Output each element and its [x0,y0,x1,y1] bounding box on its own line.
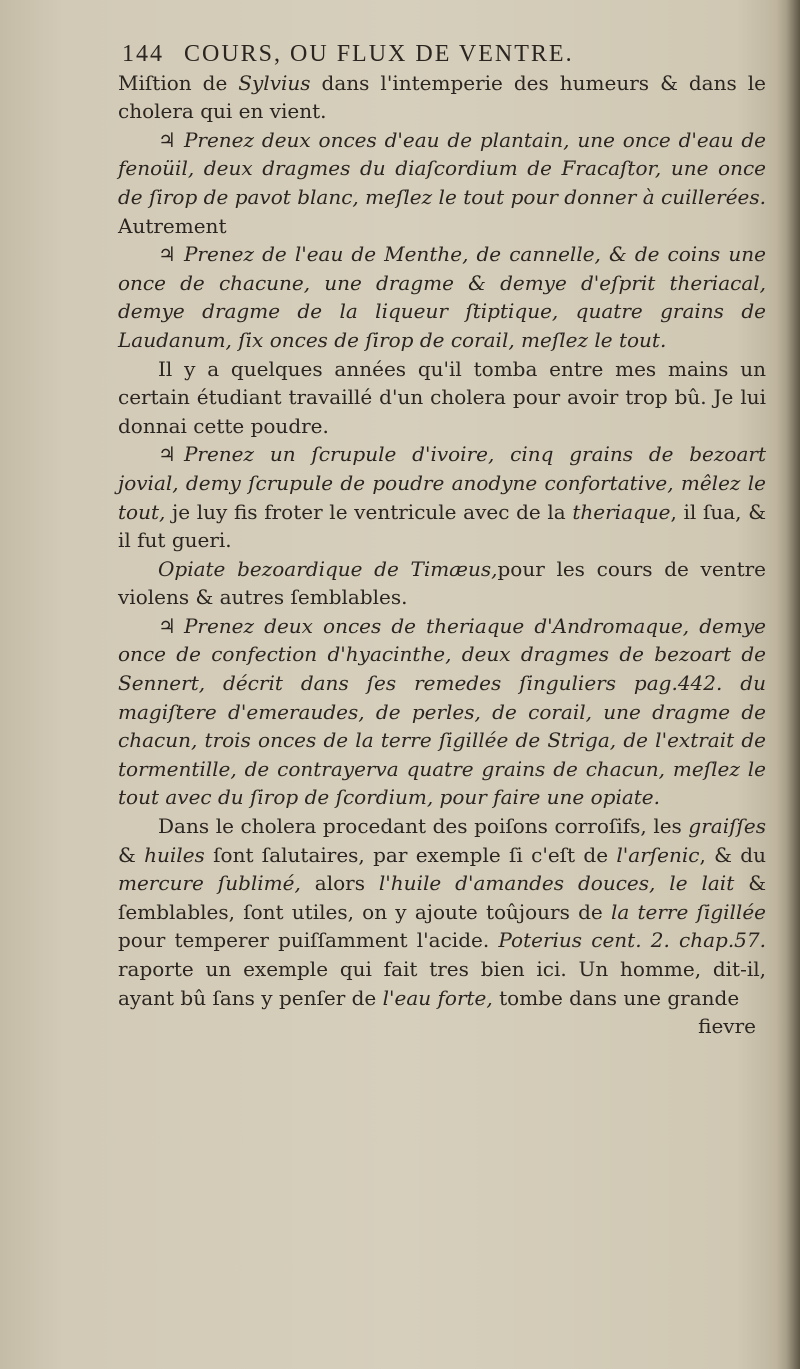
recipe-symbol-icon: ♃ [158,442,176,467]
text-segment: dans l'intemperie des humeurs & dans le cholera qui en vient. [118,70,766,124]
paragraph-p5 [118,440,766,554]
chapter-title: COURS, OU FLUX DE VENTRE. [184,41,574,67]
text-segment: theriaque [572,499,671,524]
text-segment: Autrement [118,213,227,238]
text-segment: Dans le cholera procedant des poiſons corroſifs, les [158,814,689,839]
text-segment: Prenez deux onces de theriaque d'Andromaque, demye once de confection d'hyacinthe, deux dragmes de bezoart de Sennert, décrit dans ſes remedes ſinguliers pag.442. du magiſtere d'emeraudes, de perles, de corail, une dragme de chacun, trois onces de la terre ſigillée de Striga, de l'extrait de tormentille, de contrayerva quatre grains de chacun, meſlez le tout avec du ſirop de ſcordium, pour faire une opiate. [118,613,766,810]
text-segment: raporte un exemple qui fait tres bien ici. Un homme, dit-il, ayant bû ſans y penſer de [118,957,766,1010]
paragraph-p7 [118,612,766,812]
text-segment: & [118,842,145,867]
paragraph-p4 [118,355,766,441]
text-segment: graiſſes [688,814,766,839]
text-segment: pour les cours de ventre violens & autres ſemblables. [118,556,766,610]
page-edge [786,0,800,1369]
page-text-block [118,40,766,1041]
text-segment: & ſemblables, ſont utiles, on y ajoute toûjours de [118,871,766,924]
text-segment: pour temperer puiſſamment l'acide. [118,928,499,953]
text-segment: Poterius cent. 2. chap.57. [498,928,766,953]
text-segment: ſont ſalutaires, par exemple ſi c'eſt de [204,842,617,867]
text-segment: Sylvius [238,70,311,95]
running-head [122,40,766,69]
text-segment: la terre ſigillée [610,899,767,924]
text-segment: Miſtion de [118,70,239,95]
paragraph-p6 [118,555,766,612]
paragraph-p2 [118,126,766,240]
text-segment: tombe dans une grande [492,985,740,1010]
text-segment: je luy fis froter le ventricule avec de la [165,499,573,524]
text-segment: huiles [144,842,205,867]
recipe-symbol-icon: ♃ [158,242,176,267]
paragraph-p8 [118,812,766,1012]
text-segment: mercure ſublimé, [118,871,301,896]
text-segment: Prenez de l'eau de Menthe, de cannelle, & de coins une once de chacune, une dragme & demye d'eſprit theriacal, demye dragme de la liqueur ſtiptique, quatre grains de Laudanum, ſix onces de ſirop de corail, meſlez le tout. [118,242,766,352]
text-segment: , il ſua, & il fut gueri. [118,499,766,553]
recipe-symbol-icon: ♃ [158,127,176,152]
text-segment: Prenez un ſcrupule d'ivoire, cinq grains de bezoart jovial, demy ſcrupule de poudre anodyne confortative, mêlez le tout, [118,442,766,524]
text-segment: l'arſenic [616,842,700,867]
recipe-symbol-icon: ♃ [158,613,176,638]
catchword: fievre [698,1014,756,1039]
text-segment: l'eau forte, [382,985,493,1010]
paragraph-p1 [118,69,766,126]
text-segment: alors [300,871,379,896]
paragraph-p3 [118,240,766,354]
body-text [118,69,766,1013]
page-number: 144 [122,41,164,67]
text-segment: Prenez deux onces d'eau de plantain, une once d'eau de fenoüil, deux dragmes du diaſcordium de Fracaſtor, une once de ſirop de pavot blanc, meſlez le tout pour donner à cuillerées. [118,127,766,209]
text-segment: , & du [699,842,766,867]
text-segment: l'huile d'amandes douces, le lait [378,871,735,896]
text-segment: Il y a quelques années qu'il tomba entre mes mains un certain étudiant travaillé d'un cholera pour avoir trop bû. Je lui donnai cette poudre. [118,356,766,438]
text-segment: Opiate bezoardique de Timæus, [158,556,498,581]
